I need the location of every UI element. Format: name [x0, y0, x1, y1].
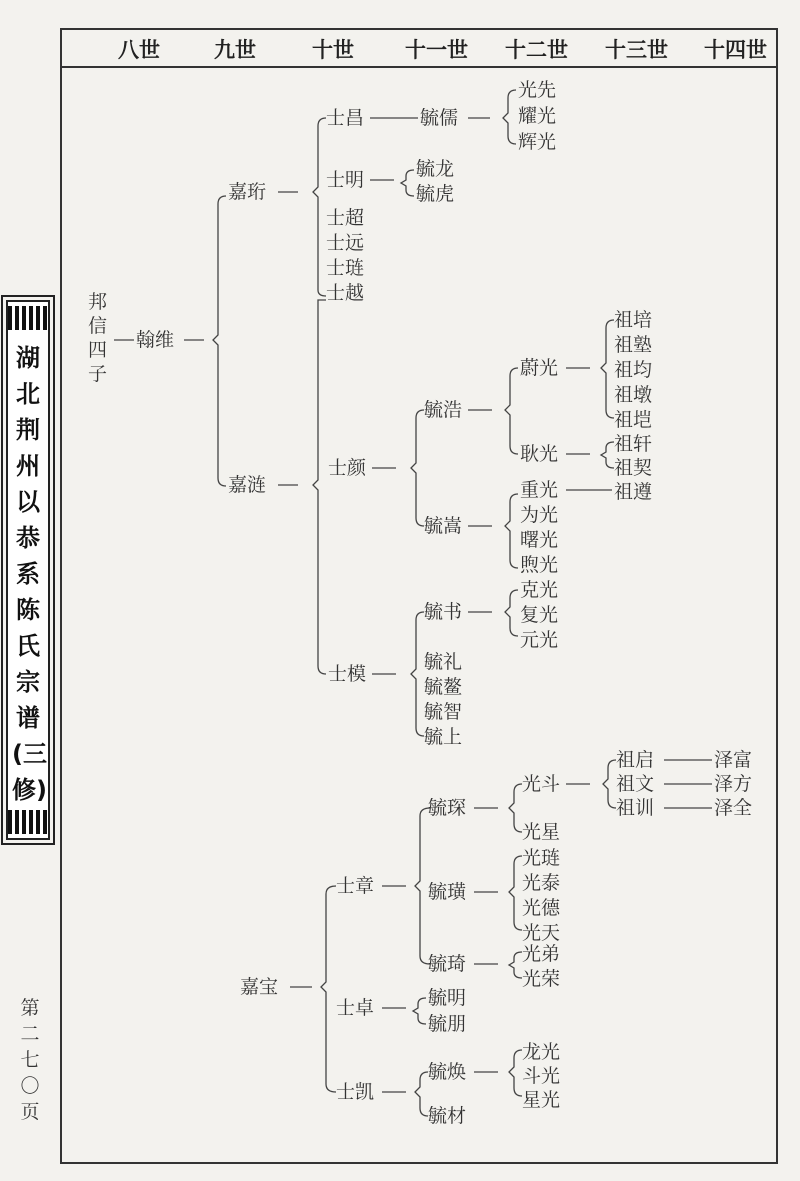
person-yuhuan: 毓焕 [428, 1061, 467, 1083]
person-guangdi: 光弟 [522, 943, 561, 965]
root-banxin-four-sons: 邦 信 四 子 [88, 291, 108, 385]
person-shuguang: 曙光 [520, 529, 559, 551]
person-longguang: 龙光 [522, 1041, 561, 1063]
person-yuhuang: 毓璜 [428, 881, 467, 903]
person-shiyue: 士越 [326, 282, 365, 304]
person-shikai: 士凯 [336, 1081, 375, 1103]
person-zudun: 祖墩 [614, 384, 653, 406]
person-yuru: 毓儒 [420, 107, 459, 129]
person-jiabao: 嘉宝 [240, 976, 279, 998]
person-douguang: 斗光 [522, 1065, 561, 1087]
person-shimo: 士模 [328, 663, 367, 685]
person-jiahang: 嘉珩 [228, 181, 267, 203]
person-guangxian: 光先 [518, 79, 557, 101]
person-zukai: 祖垲 [614, 409, 653, 431]
person-zuqi: 祖契 [614, 457, 653, 479]
person-yupeng: 毓朋 [428, 1013, 467, 1035]
person-shichao: 士超 [326, 207, 365, 229]
person-yulong: 毓龙 [416, 158, 455, 180]
person-guanglian: 光琏 [522, 847, 561, 869]
person-keguang: 克光 [520, 579, 559, 601]
person-yusong: 毓嵩 [424, 515, 463, 537]
person-guangde: 光德 [522, 897, 561, 919]
person-chongguang: 重光 [520, 479, 559, 501]
person-shizhang: 士章 [336, 875, 375, 897]
person-yuhao: 毓浩 [424, 399, 463, 421]
person-jialian: 嘉涟 [228, 474, 267, 496]
person-shichang: 士昌 [326, 107, 365, 129]
person-xingguang: 星光 [522, 1089, 561, 1111]
person-yuao: 毓鳌 [424, 676, 463, 698]
person-zuqi-2: 祖启 [616, 749, 655, 771]
person-yushang: 毓上 [424, 726, 463, 748]
person-yushu: 毓书 [424, 601, 463, 623]
person-yuhu: 毓虎 [416, 183, 455, 205]
person-shiming: 士明 [326, 169, 365, 191]
person-shiyan: 士颜 [328, 457, 367, 479]
person-zuxuan: 祖轩 [614, 433, 653, 455]
spine-title: 湖 北 荆 州 以 恭 系 陈 氏 宗 谱 (三 修) [12, 344, 47, 804]
person-yuming: 毓明 [428, 987, 467, 1009]
person-zefang: 泽方 [714, 773, 753, 795]
person-zefu: 泽富 [714, 749, 753, 771]
gen-header-13: 十三世 [605, 37, 668, 62]
gen-header-14: 十四世 [704, 37, 767, 62]
person-zuxun: 祖训 [616, 797, 655, 819]
person-guangxing: 光星 [522, 821, 561, 843]
person-guangtai: 光泰 [522, 872, 561, 894]
gen-header-12: 十二世 [505, 37, 568, 62]
person-zushu: 祖塾 [614, 334, 653, 356]
person-zuwen: 祖文 [616, 773, 655, 795]
person-yuanguang: 元光 [520, 629, 559, 651]
gen-header-9: 九世 [214, 37, 256, 62]
person-fuguang: 复光 [520, 604, 559, 626]
person-xuguang: 煦光 [520, 554, 559, 576]
person-zujun: 祖均 [614, 359, 653, 381]
person-guangtian: 光天 [522, 922, 561, 944]
person-shiyuan: 士远 [326, 232, 365, 254]
person-gengguang: 耿光 [520, 443, 559, 465]
gen-header-11: 十一世 [405, 37, 468, 62]
page-number: 第 二 七 〇 页 [20, 997, 40, 1123]
person-zupei: 祖培 [614, 309, 653, 331]
person-yaoguang: 耀光 [518, 105, 557, 127]
person-yuli: 毓礼 [424, 651, 463, 673]
person-shilian: 士琏 [326, 257, 365, 279]
person-zequan: 泽全 [714, 797, 753, 819]
gen-header-8: 八世 [118, 37, 160, 62]
person-guangdou: 光斗 [522, 773, 561, 795]
person-zuzun: 祖遵 [614, 481, 653, 503]
person-weiguang-2: 为光 [520, 504, 559, 526]
gen-header-10: 十世 [312, 37, 354, 62]
person-weiguang: 蔚光 [520, 357, 559, 379]
person-huiguang: 辉光 [518, 131, 557, 153]
person-hanwei: 翰维 [136, 329, 175, 351]
person-guangrong: 光荣 [522, 968, 561, 990]
person-shizhuo: 士卓 [336, 997, 375, 1019]
person-yuqi: 毓琦 [428, 953, 467, 975]
person-yuzhi: 毓智 [424, 701, 463, 723]
person-yucai: 毓材 [428, 1105, 467, 1127]
person-yushen: 毓琛 [428, 797, 467, 819]
